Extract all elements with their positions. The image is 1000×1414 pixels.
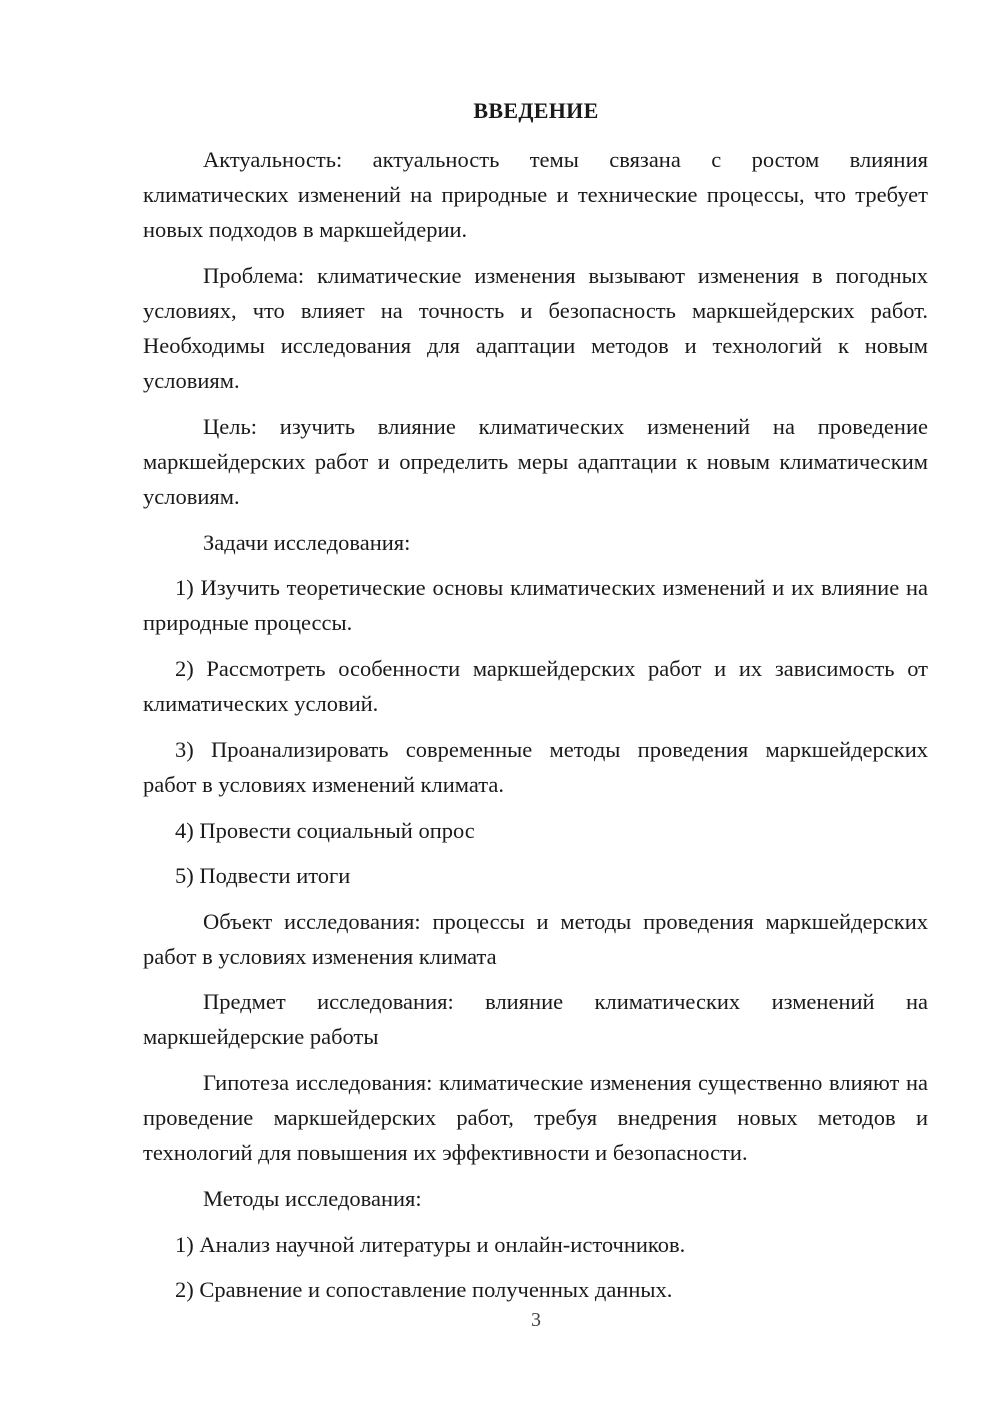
paragraph-hypothesis: Гипотеза исследования: климатические изменения существенно влияют на проведение маркшейдерских работ, требуя внедрения новых методов и технологий для повышения их эффективности и безопасности.	[143, 1070, 928, 1165]
page-title: ВВЕДЕНИЕ	[473, 98, 599, 123]
list-item-task-1: 1) Изучить теоретические основы климатических изменений и их влияние на природные процессы.	[143, 575, 928, 635]
paragraph-object: Объект исследования: процессы и методы проведения маркшейдерских работ в условиях изменения климата	[143, 909, 928, 969]
list-item-task-5: 5) Подвести итоги	[175, 863, 351, 888]
paragraph-methods-heading: Методы исследования:	[203, 1186, 422, 1211]
list-item-method-1: 1) Анализ научной литературы и онлайн-источников.	[175, 1232, 686, 1257]
paragraph-relevance: Актуальность: актуальность темы связана с ростом влияния климатических изменений на природные и технические процессы, что требует новых подходов в маркшейдерии.	[143, 147, 928, 242]
list-item-task-3: 3) Проанализировать современные методы проведения маркшейдерских работ в условиях изменений климата.	[143, 737, 928, 797]
paragraph-tasks-heading: Задачи исследования:	[203, 530, 411, 555]
list-item-method-2: 2) Сравнение и сопоставление полученных данных.	[175, 1277, 673, 1302]
paragraph-goal: Цель: изучить влияние климатических изменений на проведение маркшейдерских работ и определить меры адаптации к новым климатическим условиям.	[143, 414, 928, 509]
page-number: 3	[531, 1309, 541, 1331]
paragraph-subject: Предмет исследования: влияние климатических изменений на маркшейдерские работы	[143, 989, 928, 1049]
paragraph-problem: Проблема: климатические изменения вызывают изменения в погодных условиях, что влияет на точность и безопасность маркшейдерских работ. Необходимы исследования для адаптации методов и технологий к новым условиям.	[143, 263, 928, 393]
list-item-task-4: 4) Провести социальный опрос	[175, 818, 475, 843]
list-item-task-2: 2) Рассмотреть особенности маркшейдерских работ и их зависимость от климатических условий.	[143, 656, 928, 716]
